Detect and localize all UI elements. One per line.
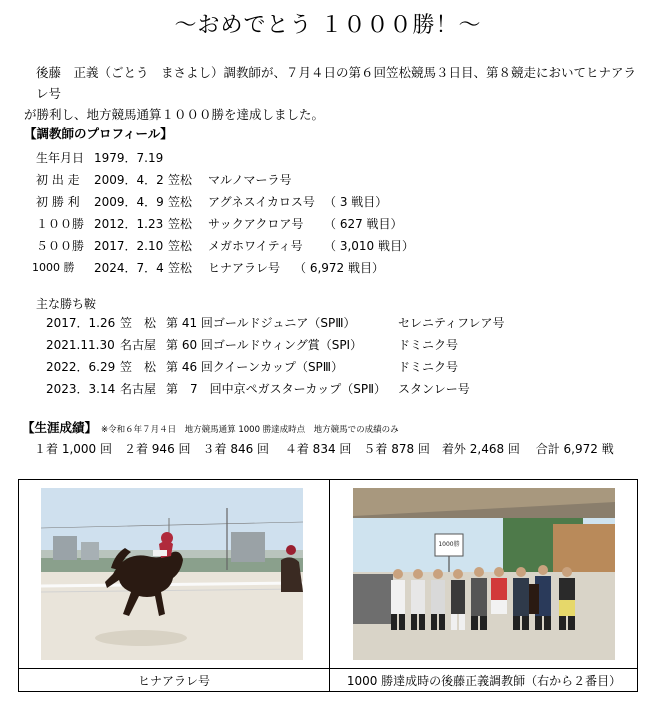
profile-note: （ 3 戦目）	[324, 195, 388, 209]
profile-venue: 笠松	[168, 173, 193, 187]
main-win-row	[46, 312, 606, 334]
win-horse: スタンレー号	[398, 382, 470, 396]
profile-row-500	[36, 235, 456, 257]
win-venue: 名古屋	[120, 382, 157, 396]
profile-venue: 笠松	[168, 217, 193, 231]
win-horse: ドミニク号	[398, 338, 459, 352]
win-horse: セレニティフレア号	[398, 316, 505, 330]
profile-venue: 笠松	[168, 261, 193, 275]
win-date: 2023．3.14	[46, 382, 116, 396]
win-date: 2021.11.30	[46, 338, 115, 352]
profile-row-birth	[36, 147, 456, 169]
caption-horse: ヒナアラレ号	[137, 674, 210, 688]
career-heading-line	[22, 418, 399, 436]
career-stats: １着 1,000 回 ２着 946 回 ３着 846 回 ４着 834 回 ５着 878 回 着外 2,468 回 合計 6,972 戦	[34, 442, 614, 456]
profile-venue: 笠松	[168, 239, 193, 253]
win-horse: ドミニク号	[398, 360, 459, 374]
win-venue: 名古屋	[120, 338, 157, 352]
cell-divider	[329, 480, 330, 691]
profile-row-1000	[32, 257, 456, 279]
racehorse-photo	[41, 488, 303, 660]
profile-label: ５００勝	[36, 239, 85, 253]
profile-note: （ 627 戦目）	[324, 217, 403, 231]
main-win-row	[46, 356, 606, 378]
win-venue: 笠 松	[120, 360, 157, 374]
caption-divider	[19, 668, 637, 669]
career-heading: 【生涯成績】	[22, 420, 98, 435]
racehorse-photo-drawing	[41, 488, 303, 660]
profile-label: 1000 勝	[32, 261, 75, 274]
profile-date: 2024．7．4	[94, 261, 164, 275]
profile-label: 初 勝 利	[36, 195, 80, 209]
win-date: 2022．6.29	[46, 360, 116, 374]
profile-date: 1979．7.19	[94, 151, 164, 165]
profile-label: 初 出 走	[36, 173, 80, 187]
main-wins-list	[46, 312, 606, 400]
win-race: 第 7 回中京ペガスターカップ（SPⅡ）	[166, 382, 387, 396]
intro-paragraph	[24, 62, 636, 125]
profile-horse: アグネスイカロス号	[208, 195, 315, 209]
profile-row-first-start	[36, 169, 456, 191]
profile-horse: ヒナアラレ号	[208, 261, 281, 275]
profile-list	[32, 147, 456, 279]
profile-horse: メガホワイティ号	[208, 239, 303, 253]
caption-group: 1000 勝達成時の後藤正義調教師（右から２番目）	[346, 674, 622, 688]
profile-date: 2009．4．9	[94, 195, 164, 209]
win-race: 第 46 回クイーンカップ（SPⅢ）	[166, 360, 344, 374]
profile-horse: サックアクロア号	[208, 217, 304, 231]
profile-date: 2017．2.10	[94, 239, 164, 253]
profile-date: 2012．1.23	[94, 217, 164, 231]
main-win-row	[46, 334, 606, 356]
board-label: 1000勝	[438, 541, 460, 548]
profile-heading: 【調教師のプロフィール】	[24, 126, 173, 141]
group-photo	[353, 488, 615, 660]
main-wins-heading: 主な勝ち鞍	[36, 297, 97, 311]
profile-venue: 笠松	[168, 195, 193, 209]
intro-line-2: が勝利し、地方競馬通算１０００勝を達成しました。	[24, 107, 325, 122]
profile-note: （ 6,972 戦目）	[294, 261, 384, 275]
profile-label: １００勝	[36, 217, 85, 231]
win-date: 2017．1.26	[46, 316, 116, 330]
group-photo-drawing	[353, 488, 615, 660]
page-title: ～おめでとう １０００勝！～	[174, 13, 482, 38]
profile-row-first-win	[36, 191, 456, 213]
profile-label: 生年月日	[36, 151, 85, 165]
intro-line-1: 後藤 正義（ごとう まさよし）調教師が、７月４日の第６回笠松競馬３日目、第８競走においてヒナアラレ号	[36, 65, 637, 101]
win-race: 第 41 回ゴールドジュニア（SPⅢ）	[166, 316, 356, 330]
main-win-row	[46, 378, 606, 400]
profile-row-100	[36, 213, 456, 235]
profile-horse: マルノマーラ号	[208, 173, 292, 187]
profile-note: （ 3,010 戦目）	[324, 239, 414, 253]
photo-table	[18, 479, 638, 692]
profile-date: 2009．4．2	[94, 173, 164, 187]
win-race: 第 60 回ゴールドウィング賞（SPⅠ）	[166, 338, 363, 352]
win-venue: 笠 松	[120, 316, 157, 330]
career-note: ※令和６年７月４日 地方競馬通算 1000 勝達成時点 地方競馬での成績のみ	[101, 425, 399, 435]
